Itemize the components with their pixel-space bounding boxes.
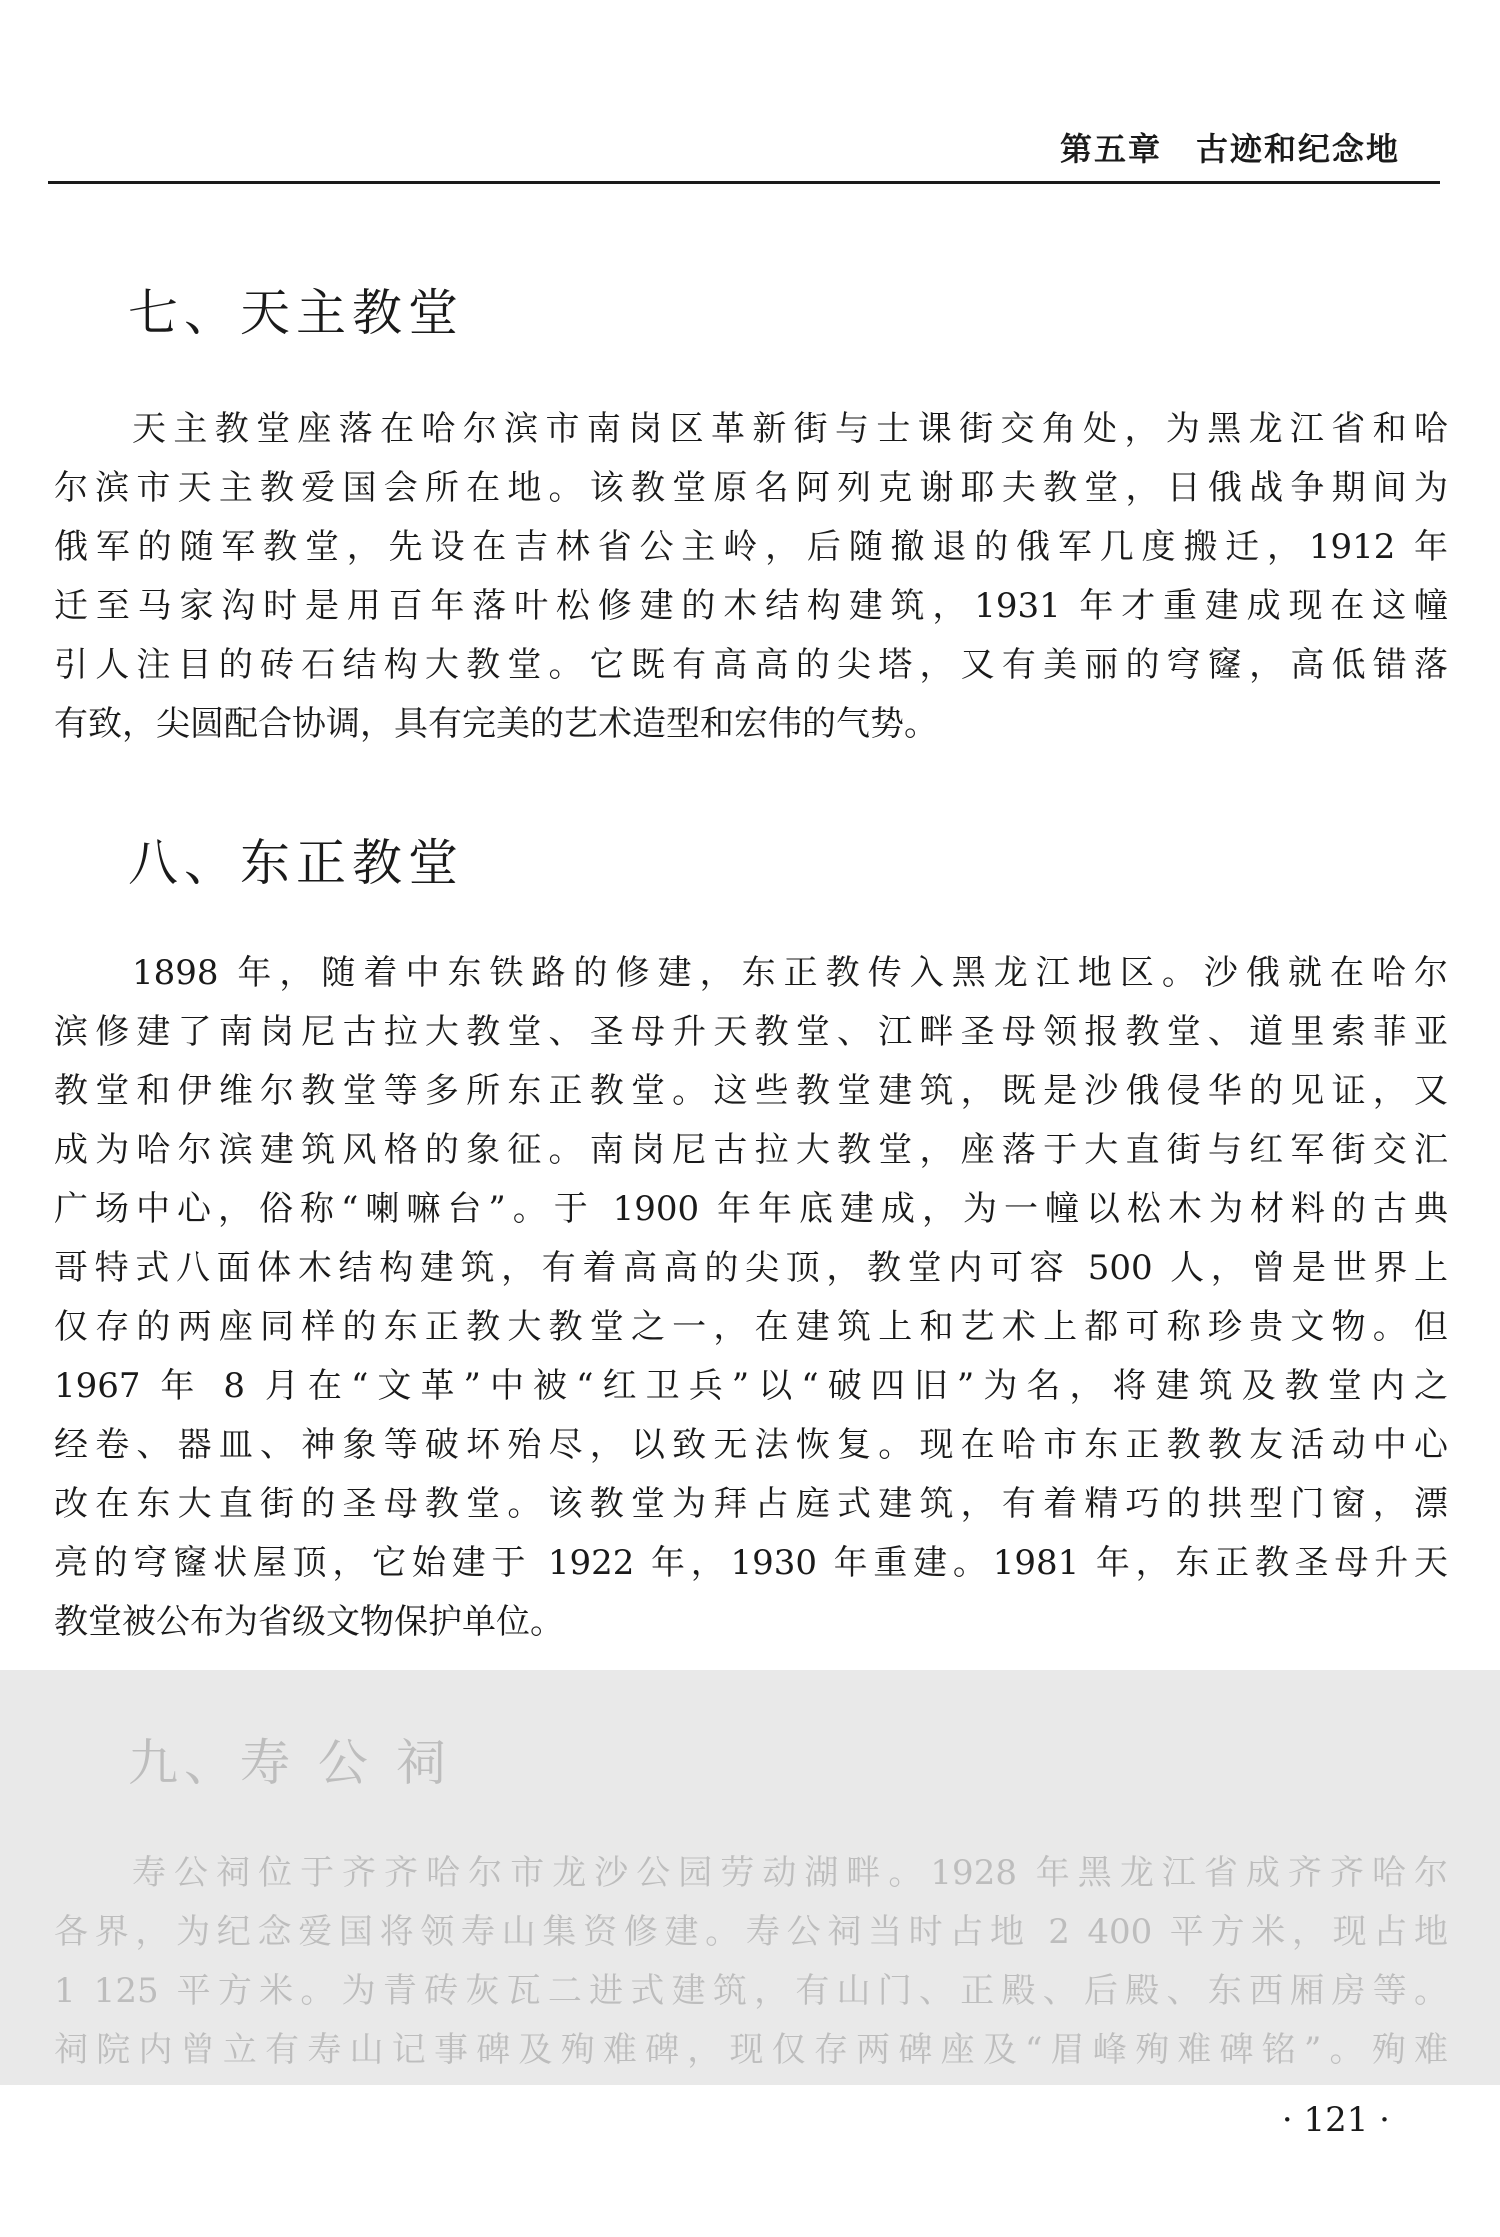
text-line: 经卷、器皿、神象等破坏殆尽，以致无法恢复。现在哈市东正教教友活动中心: [54, 1425, 1448, 1465]
text-line: 教堂被公布为省级文物保护单位。: [54, 1602, 564, 1642]
text-line: 天主教堂座落在哈尔滨市南岗区革新街与士课街交角处，为黑龙江省和哈: [132, 409, 1448, 449]
section-heading-7: 七、天主教堂: [128, 284, 464, 342]
text-line: 1 125 平方米。为青砖灰瓦二进式建筑，有山门、正殿、后殿、东西厢房等。: [54, 1971, 1448, 2011]
text-line: 祠院内曾立有寿山记事碑及殉难碑，现仅存两碑座及“眉峰殉难碑铭”。殉难: [54, 2030, 1448, 2070]
running-header: 第五章 古迹和纪念地: [1059, 130, 1400, 168]
page-number: · 121 ·: [1281, 2100, 1390, 2140]
text-line: 各界，为纪念爱国将领寿山集资修建。寿公祠当时占地 2 400 平方米，现占地: [54, 1912, 1448, 1952]
text-line: 教堂和伊维尔教堂等多所东正教堂。这些教堂建筑，既是沙俄侵华的见证，又: [54, 1071, 1448, 1111]
section-paragraph-9: [54, 1844, 1448, 2080]
text-line: 亮的穹窿状屋顶，它始建于 1922 年，1930 年重建。1981 年，东正教圣母升天: [54, 1543, 1448, 1583]
text-line: 尔滨市天主教爱国会所在地。该教堂原名阿列克谢耶夫教堂，日俄战争期间为: [54, 468, 1448, 508]
text-line: 广场中心，俗称“喇嘛台”。于 1900 年年底建成，为一幢以松木为材料的古典: [54, 1189, 1448, 1229]
section-paragraph-7: [54, 400, 1448, 754]
text-line: 成为哈尔滨建筑风格的象征。南岗尼古拉大教堂，座落于大直街与红军街交汇: [54, 1130, 1448, 1170]
section-paragraph-8: [54, 944, 1448, 1652]
text-line: 俄军的随军教堂，先设在吉林省公主岭，后随撤退的俄军几度搬迁，1912 年: [54, 527, 1448, 567]
text-line: 有致，尖圆配合协调，具有完美的艺术造型和宏伟的气势。: [54, 704, 938, 744]
text-line: 改在东大直街的圣母教堂。该教堂为拜占庭式建筑，有着精巧的拱型门窗，漂: [54, 1484, 1448, 1524]
section-heading-9: 九、寿 公 祠: [128, 1734, 452, 1792]
text-line: 引人注目的砖石结构大教堂。它既有高高的尖塔，又有美丽的穹窿，高低错落: [54, 645, 1448, 685]
text-line: 1967 年 8 月在“文革”中被“红卫兵”以“破四旧”为名，将建筑及教堂内之: [54, 1366, 1448, 1406]
header-rule: [48, 181, 1440, 184]
text-line: 寿公祠位于齐齐哈尔市龙沙公园劳动湖畔。1928 年黑龙江省成齐齐哈尔: [132, 1853, 1448, 1893]
section-heading-8: 八、东正教堂: [128, 834, 464, 892]
text-line: 仅存的两座同样的东正教大教堂之一，在建筑上和艺术上都可称珍贵文物。但: [54, 1307, 1448, 1347]
text-line: 1898 年，随着中东铁路的修建，东正教传入黑龙江地区。沙俄就在哈尔: [132, 953, 1448, 993]
text-line: 哥特式八面体木结构建筑，有着高高的尖顶，教堂内可容 500 人，曾是世界上: [54, 1248, 1448, 1288]
text-line: 滨修建了南岗尼古拉大教堂、圣母升天教堂、江畔圣母领报教堂、道里索菲亚: [54, 1012, 1448, 1052]
text-line: 迁至马家沟时是用百年落叶松修建的木结构建筑，1931 年才重建成现在这幢: [54, 586, 1448, 626]
